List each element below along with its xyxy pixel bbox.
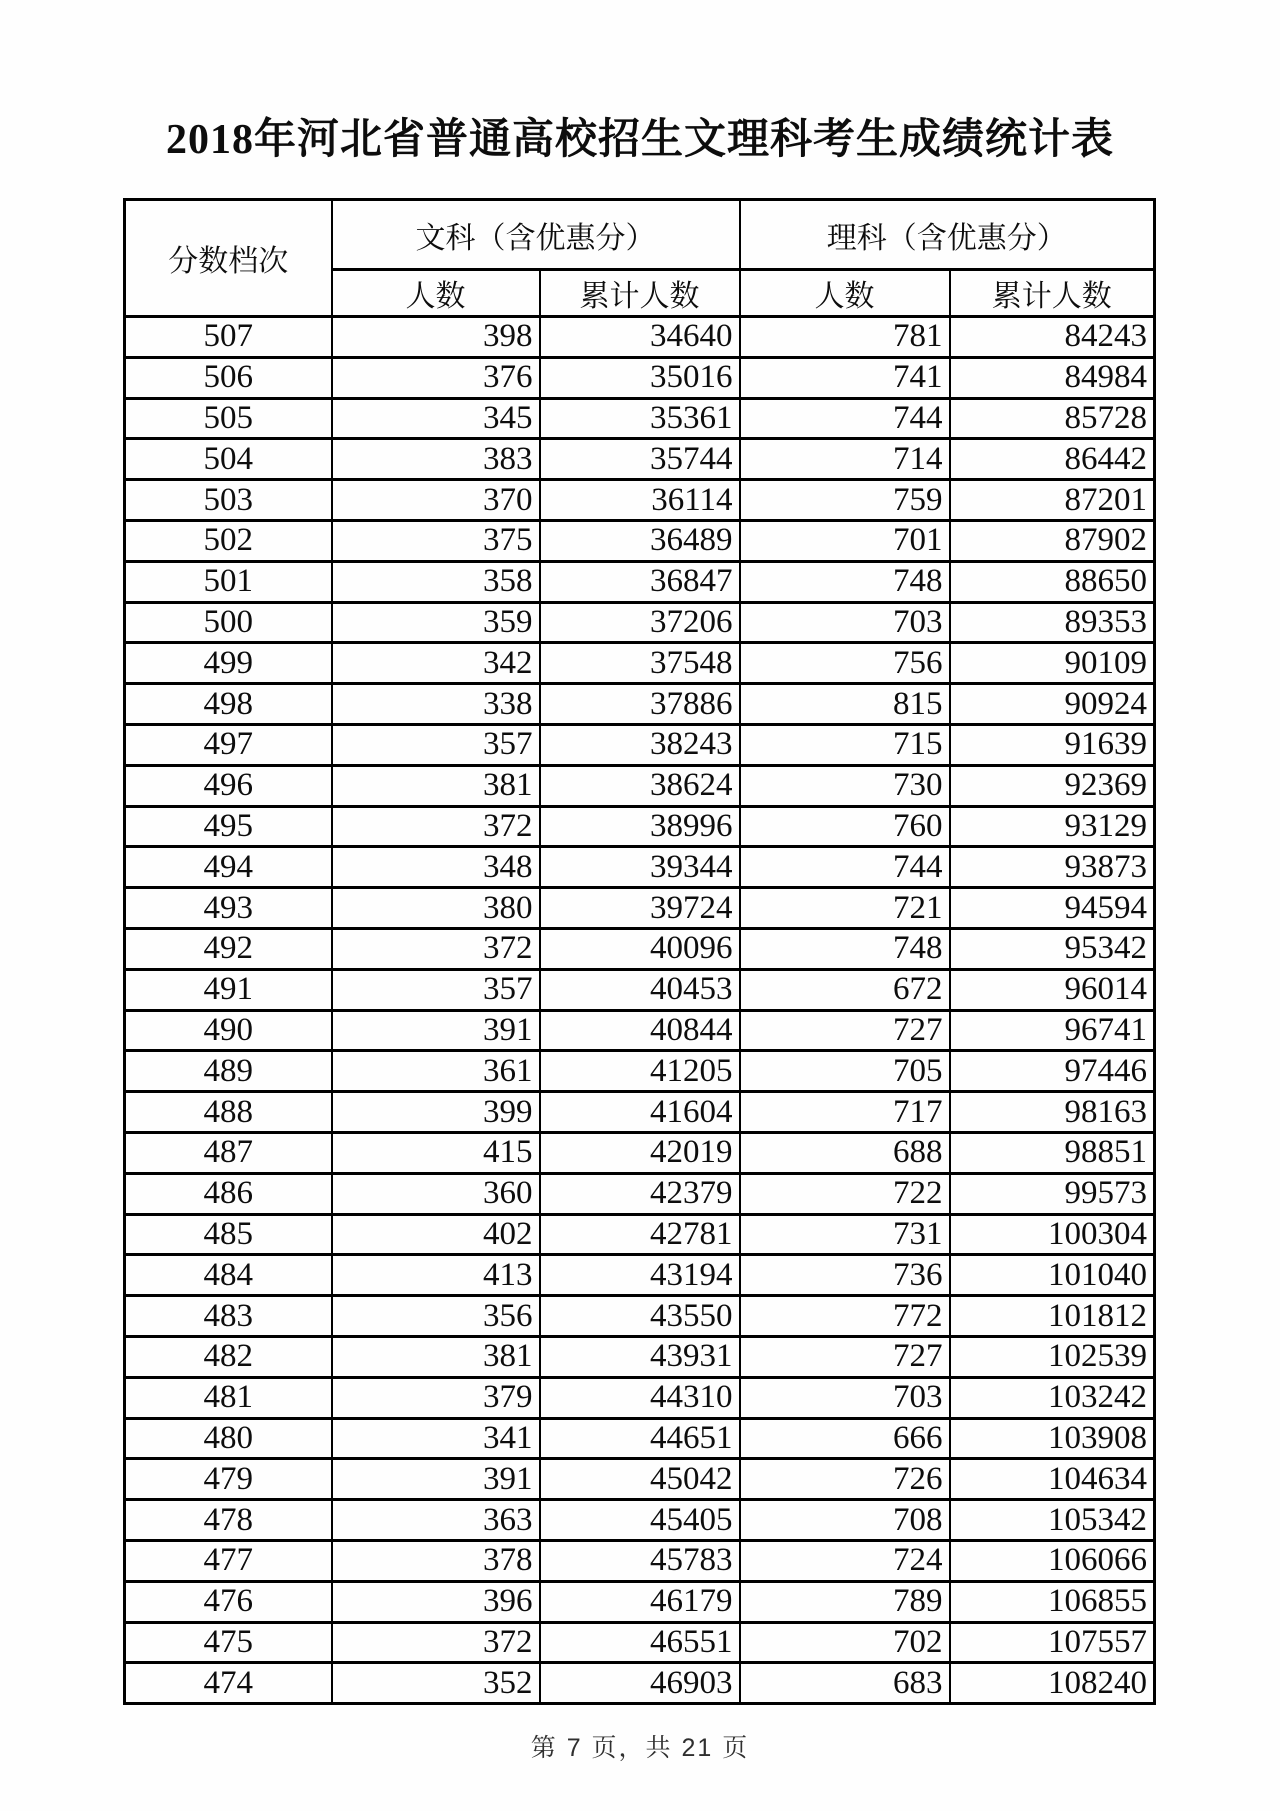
science-cumulative-cell: 103242: [950, 1377, 1155, 1418]
arts-count-cell: 357: [332, 724, 540, 765]
arts-count-cell: 357: [332, 969, 540, 1010]
table-row: [125, 602, 1155, 643]
arts-count-cell: 370: [332, 480, 540, 521]
science-cumulative-cell: 84984: [950, 357, 1155, 398]
arts-cumulative-cell: 43550: [540, 1296, 740, 1337]
score-cell: 487: [125, 1132, 332, 1173]
score-cell: 503: [125, 480, 332, 521]
arts-count-cell: 358: [332, 561, 540, 602]
arts-cumulative-cell: 37206: [540, 602, 740, 643]
score-cell: 480: [125, 1418, 332, 1459]
arts-count-cell: 380: [332, 888, 540, 929]
page-title: 2018年河北省普通高校招生文理科考生成绩统计表: [165, 117, 1114, 163]
table-row: [125, 1336, 1155, 1377]
arts-count-cell: 338: [332, 684, 540, 725]
table-row: [125, 1255, 1155, 1296]
science-cumulative-cell: 95342: [950, 928, 1155, 969]
table-row: [125, 1540, 1155, 1581]
science-count-cell: 736: [740, 1255, 950, 1296]
table-row: [125, 1500, 1155, 1541]
science-count-cell: 727: [740, 1336, 950, 1377]
arts-count-cell: 372: [332, 928, 540, 969]
arts-count-cell: 399: [332, 1092, 540, 1133]
arts-cumulative-cell: 35016: [540, 357, 740, 398]
score-cell: 497: [125, 724, 332, 765]
science-count-cell: 726: [740, 1459, 950, 1500]
science-count-cell: 703: [740, 602, 950, 643]
score-cell: 504: [125, 439, 332, 480]
arts-cumulative-cell: 40453: [540, 969, 740, 1010]
science-count-cell: 705: [740, 1051, 950, 1092]
science-count-cell: 756: [740, 643, 950, 684]
arts-count-cell: 376: [332, 357, 540, 398]
score-cell: 502: [125, 520, 332, 561]
header-group-arts: 文科（含优惠分）: [332, 200, 740, 270]
science-cumulative-cell: 86442: [950, 439, 1155, 480]
science-cumulative-cell: 106855: [950, 1581, 1155, 1622]
score-cell: 488: [125, 1092, 332, 1133]
table-row: [125, 1173, 1155, 1214]
table-row: [125, 1622, 1155, 1663]
science-count-cell: 666: [740, 1418, 950, 1459]
table-row: [125, 1010, 1155, 1051]
science-cumulative-cell: 103908: [950, 1418, 1155, 1459]
score-cell: 500: [125, 602, 332, 643]
score-statistics-table: [123, 198, 1156, 1705]
score-cell: 507: [125, 317, 332, 358]
arts-cumulative-cell: 35744: [540, 439, 740, 480]
arts-cumulative-cell: 42781: [540, 1214, 740, 1255]
table-row: [125, 1132, 1155, 1173]
score-cell: 481: [125, 1377, 332, 1418]
arts-cumulative-cell: 38624: [540, 765, 740, 806]
science-count-cell: 760: [740, 806, 950, 847]
score-cell: 476: [125, 1581, 332, 1622]
page-footer: 第 7 页，共 21 页: [530, 1734, 750, 1762]
table-row: [125, 643, 1155, 684]
science-cumulative-cell: 89353: [950, 602, 1155, 643]
arts-cumulative-cell: 37548: [540, 643, 740, 684]
score-cell: 478: [125, 1500, 332, 1541]
table-row: [125, 520, 1155, 561]
science-cumulative-cell: 99573: [950, 1173, 1155, 1214]
science-cumulative-cell: 94594: [950, 888, 1155, 929]
table-row: [125, 1663, 1155, 1704]
score-cell: 505: [125, 398, 332, 439]
arts-cumulative-cell: 36847: [540, 561, 740, 602]
arts-cumulative-cell: 46551: [540, 1622, 740, 1663]
arts-cumulative-cell: 35361: [540, 398, 740, 439]
header-score-level: 分数档次: [125, 200, 332, 317]
score-cell: 485: [125, 1214, 332, 1255]
score-cell: 475: [125, 1622, 332, 1663]
arts-count-cell: 383: [332, 439, 540, 480]
subheader-science-cumulative: 累计人数: [950, 270, 1155, 317]
arts-cumulative-cell: 38243: [540, 724, 740, 765]
table-row: [125, 684, 1155, 725]
science-count-cell: 672: [740, 969, 950, 1010]
science-cumulative-cell: 96741: [950, 1010, 1155, 1051]
science-count-cell: 730: [740, 765, 950, 806]
arts-count-cell: 415: [332, 1132, 540, 1173]
science-cumulative-cell: 96014: [950, 969, 1155, 1010]
subheader-science-count: 人数: [740, 270, 950, 317]
science-cumulative-cell: 88650: [950, 561, 1155, 602]
arts-count-cell: 413: [332, 1255, 540, 1296]
table-row: [125, 888, 1155, 929]
science-count-cell: 789: [740, 1581, 950, 1622]
score-cell: 489: [125, 1051, 332, 1092]
arts-count-cell: 402: [332, 1214, 540, 1255]
score-cell: 490: [125, 1010, 332, 1051]
score-cell: 493: [125, 888, 332, 929]
arts-count-cell: 398: [332, 317, 540, 358]
science-cumulative-cell: 107557: [950, 1622, 1155, 1663]
table-row: [125, 1051, 1155, 1092]
arts-cumulative-cell: 40096: [540, 928, 740, 969]
table-row: [125, 724, 1155, 765]
arts-count-cell: 396: [332, 1581, 540, 1622]
arts-count-cell: 363: [332, 1500, 540, 1541]
arts-count-cell: 391: [332, 1010, 540, 1051]
science-cumulative-cell: 104634: [950, 1459, 1155, 1500]
table-row: [125, 1214, 1155, 1255]
arts-count-cell: 381: [332, 765, 540, 806]
science-count-cell: 744: [740, 847, 950, 888]
table-row: [125, 928, 1155, 969]
table-row: [125, 1296, 1155, 1337]
table-row: [125, 317, 1155, 358]
score-cell: 477: [125, 1540, 332, 1581]
science-count-cell: 688: [740, 1132, 950, 1173]
science-count-cell: 748: [740, 928, 950, 969]
arts-count-cell: 352: [332, 1663, 540, 1704]
arts-cumulative-cell: 41205: [540, 1051, 740, 1092]
science-count-cell: 714: [740, 439, 950, 480]
science-cumulative-cell: 92369: [950, 765, 1155, 806]
science-count-cell: 759: [740, 480, 950, 521]
arts-cumulative-cell: 43194: [540, 1255, 740, 1296]
science-cumulative-cell: 90109: [950, 643, 1155, 684]
science-cumulative-cell: 90924: [950, 684, 1155, 725]
science-cumulative-cell: 98851: [950, 1132, 1155, 1173]
science-cumulative-cell: 97446: [950, 1051, 1155, 1092]
science-count-cell: 741: [740, 357, 950, 398]
header-group-science: 理科（含优惠分）: [740, 200, 1155, 270]
table-row: [125, 1459, 1155, 1500]
table-row: [125, 480, 1155, 521]
science-count-cell: 731: [740, 1214, 950, 1255]
table-header: [125, 200, 1155, 317]
science-cumulative-cell: 100304: [950, 1214, 1155, 1255]
arts-count-cell: 379: [332, 1377, 540, 1418]
score-cell: 501: [125, 561, 332, 602]
science-cumulative-cell: 106066: [950, 1540, 1155, 1581]
arts-count-cell: 372: [332, 1622, 540, 1663]
science-count-cell: 683: [740, 1663, 950, 1704]
science-count-cell: 715: [740, 724, 950, 765]
arts-cumulative-cell: 39724: [540, 888, 740, 929]
science-count-cell: 703: [740, 1377, 950, 1418]
score-cell: 479: [125, 1459, 332, 1500]
score-cell: 474: [125, 1663, 332, 1704]
science-count-cell: 708: [740, 1500, 950, 1541]
arts-cumulative-cell: 43931: [540, 1336, 740, 1377]
science-count-cell: 781: [740, 317, 950, 358]
arts-cumulative-cell: 36114: [540, 480, 740, 521]
table-row: [125, 561, 1155, 602]
science-count-cell: 815: [740, 684, 950, 725]
score-cell: 484: [125, 1255, 332, 1296]
science-cumulative-cell: 85728: [950, 398, 1155, 439]
table-row: [125, 1581, 1155, 1622]
table-row: [125, 806, 1155, 847]
arts-count-cell: 381: [332, 1336, 540, 1377]
science-count-cell: 772: [740, 1296, 950, 1337]
subheader-arts-cumulative: 累计人数: [540, 270, 740, 317]
score-cell: 491: [125, 969, 332, 1010]
table-row: [125, 1092, 1155, 1133]
science-cumulative-cell: 108240: [950, 1663, 1155, 1704]
score-cell: 494: [125, 847, 332, 888]
table-row: [125, 439, 1155, 480]
table-body: [125, 317, 1155, 1704]
science-cumulative-cell: 102539: [950, 1336, 1155, 1377]
science-count-cell: 721: [740, 888, 950, 929]
science-cumulative-cell: 91639: [950, 724, 1155, 765]
science-cumulative-cell: 87902: [950, 520, 1155, 561]
table-row: [125, 765, 1155, 806]
arts-count-cell: 356: [332, 1296, 540, 1337]
table-row: [125, 1418, 1155, 1459]
science-cumulative-cell: 105342: [950, 1500, 1155, 1541]
arts-cumulative-cell: 44310: [540, 1377, 740, 1418]
arts-count-cell: 342: [332, 643, 540, 684]
arts-count-cell: 359: [332, 602, 540, 643]
score-cell: 486: [125, 1173, 332, 1214]
table-row: [125, 847, 1155, 888]
arts-cumulative-cell: 41604: [540, 1092, 740, 1133]
arts-count-cell: 361: [332, 1051, 540, 1092]
arts-count-cell: 372: [332, 806, 540, 847]
science-cumulative-cell: 98163: [950, 1092, 1155, 1133]
table-row: [125, 398, 1155, 439]
table-row: [125, 969, 1155, 1010]
science-cumulative-cell: 101040: [950, 1255, 1155, 1296]
score-cell: 483: [125, 1296, 332, 1337]
arts-cumulative-cell: 45783: [540, 1540, 740, 1581]
arts-cumulative-cell: 45042: [540, 1459, 740, 1500]
science-count-cell: 724: [740, 1540, 950, 1581]
science-cumulative-cell: 93129: [950, 806, 1155, 847]
header-group-row: [125, 200, 1155, 270]
science-count-cell: 717: [740, 1092, 950, 1133]
score-cell: 499: [125, 643, 332, 684]
arts-count-cell: 341: [332, 1418, 540, 1459]
science-count-cell: 701: [740, 520, 950, 561]
arts-cumulative-cell: 46903: [540, 1663, 740, 1704]
science-count-cell: 727: [740, 1010, 950, 1051]
score-cell: 482: [125, 1336, 332, 1377]
science-count-cell: 722: [740, 1173, 950, 1214]
science-count-cell: 748: [740, 561, 950, 602]
arts-cumulative-cell: 42019: [540, 1132, 740, 1173]
arts-cumulative-cell: 45405: [540, 1500, 740, 1541]
science-count-cell: 702: [740, 1622, 950, 1663]
score-cell: 496: [125, 765, 332, 806]
score-cell: 498: [125, 684, 332, 725]
table-row: [125, 357, 1155, 398]
arts-count-cell: 378: [332, 1540, 540, 1581]
subheader-arts-count: 人数: [332, 270, 540, 317]
science-count-cell: 744: [740, 398, 950, 439]
arts-cumulative-cell: 34640: [540, 317, 740, 358]
arts-cumulative-cell: 44651: [540, 1418, 740, 1459]
arts-count-cell: 348: [332, 847, 540, 888]
arts-cumulative-cell: 38996: [540, 806, 740, 847]
table-row: [125, 1377, 1155, 1418]
score-cell: 506: [125, 357, 332, 398]
arts-cumulative-cell: 42379: [540, 1173, 740, 1214]
science-cumulative-cell: 87201: [950, 480, 1155, 521]
arts-count-cell: 360: [332, 1173, 540, 1214]
science-cumulative-cell: 101812: [950, 1296, 1155, 1337]
score-cell: 495: [125, 806, 332, 847]
arts-cumulative-cell: 40844: [540, 1010, 740, 1051]
arts-cumulative-cell: 39344: [540, 847, 740, 888]
arts-cumulative-cell: 37886: [540, 684, 740, 725]
arts-count-cell: 391: [332, 1459, 540, 1500]
arts-count-cell: 375: [332, 520, 540, 561]
science-cumulative-cell: 84243: [950, 317, 1155, 358]
science-cumulative-cell: 93873: [950, 847, 1155, 888]
arts-cumulative-cell: 36489: [540, 520, 740, 561]
arts-count-cell: 345: [332, 398, 540, 439]
score-cell: 492: [125, 928, 332, 969]
arts-cumulative-cell: 46179: [540, 1581, 740, 1622]
